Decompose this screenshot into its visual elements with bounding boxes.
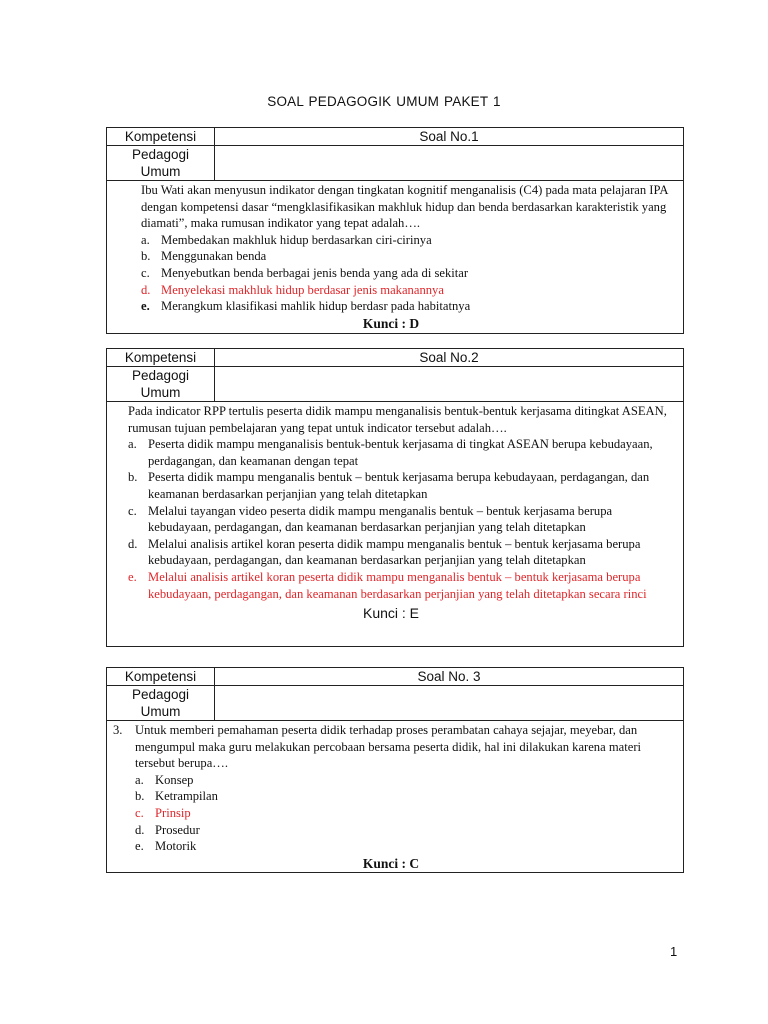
soal-number: Soal No.2 [419,350,479,365]
option-b [135,788,675,805]
pedagogi-label: Pedagogi Umum [107,686,215,720]
answer-key: Kunci : C [362,855,420,871]
question-stem: Ibu Wati akan menyusun indikator dengan tingkatan kognitif menganalisis (C4) pada mata pelajaran IPA dengan kompetensi dasar “mengklasifikasikan makhluk hidup dan benda berdasarkan karakteristik yang diamati”, maka rumusan indikator yang tepat adalah…. [141,183,668,231]
pedagogi-empty-cell [215,367,683,401]
option-d-correct [141,282,675,299]
answer-key: Kunci : D [362,315,420,331]
question-stem: Pada indicator RPP tertulis peserta didik mampu menganalisis bentuk-bentuk kerjasama ditingkat ASEAN, rumusan tujuan pembelajaran yang tepat untuk indicator tersebut adalah…. [128,404,667,435]
question-table-2 [106,348,684,647]
option-text: Peserta didik mampu menganalis bentuk – bentuk kerjasama berupa kebudayaan, perdagangan, dan keamanan berdasarkan perjanjian yang telah ditetapkan [148,470,650,501]
option-a [135,772,675,789]
option-text: Prosedur [155,822,200,837]
option-letter: c. [128,503,137,518]
option-b [141,248,675,265]
pedagogi-row [107,367,683,402]
question-number: 3. [113,723,123,737]
option-e [141,298,675,315]
option-letter: d. [135,822,145,837]
answer-key: Kunci : E [362,605,420,622]
option-e-correct [128,569,675,602]
option-text: Motorik [155,839,197,854]
page-number: 1 [670,944,678,959]
option-text: Menggunakan benda [161,249,267,264]
question-stem: Untuk memberi pemahaman peserta didik terhadap proses perambatan cahaya sejajar, meyebar, dan mengumpul maka guru melakukan percobaan bersama peserta didik, hal ini dilakukan karena materi tersebut berupa…. [135,723,642,771]
option-a [141,232,675,249]
option-b [128,469,675,502]
option-text: Menyelekasi makhluk hidup berdasar jenis makanannya [161,282,444,297]
option-c [128,503,675,536]
option-letter: e. [128,569,137,584]
pedagogi-row [107,146,683,181]
options-list [141,232,675,315]
option-text: Konsep [155,772,194,787]
option-letter: d. [128,536,138,551]
option-letter: a. [128,437,137,452]
question-table-3 [106,667,684,873]
kompetensi-label: Kompetensi [107,349,215,366]
option-letter: e. [141,299,150,314]
option-text: Melalui tayangan video peserta didik mampu menganalis bentuk – bentuk kerjasama berupa kebudayaan, perdagangan, dan keamanan berdasarkan perjanjian yang telah ditetapkan [148,503,613,535]
option-letter: b. [128,470,138,485]
option-text: Membedakan makhluk hidup berdasarkan ciri-cirinya [161,232,432,247]
option-letter: a. [135,772,144,787]
question-body [107,721,683,872]
option-text: Ketrampilan [155,789,218,804]
question-table-1 [106,127,684,334]
option-text: Melalui analisis artikel koran peserta didik mampu menganalis bentuk – bentuk kerjasama berupa kebudayaan, perdagangan, dan keamanan berdasarkan perjanjian yang telah ditetapkan [148,536,641,568]
option-letter: e. [135,839,144,854]
question-body [107,402,683,646]
options-list [135,772,675,855]
soal-number: Soal No.1 [419,129,479,144]
pedagogi-label: Pedagogi Umum [107,367,215,401]
option-c [141,265,675,282]
soal-number: Soal No. 3 [417,669,481,684]
question-header-row [107,349,683,367]
option-text: Melalui analisis artikel koran peserta didik mampu menganalis bentuk – bentuk kerjasama berupa kebudayaan, perdagangan, dan keamanan berdasarkan perjanjian yang telah ditetapkan secara rinci [148,569,647,601]
option-letter: d. [141,282,151,297]
page-title: SOAL PEDAGOGIK UMUM PAKET 1 [267,94,501,109]
options-list [128,436,675,602]
option-text: Prinsip [155,805,191,820]
pedagogi-empty-cell [215,686,683,720]
option-letter: c. [141,265,150,280]
option-a [128,436,675,469]
option-letter: c. [135,805,144,820]
pedagogi-label: Pedagogi Umum [107,146,215,180]
question-header-row [107,668,683,686]
option-d [128,536,675,569]
kompetensi-label: Kompetensi [107,128,215,145]
option-letter: b. [141,249,151,264]
option-text: Merangkum klasifikasi mahlik hidup berdasr pada habitatnya [161,299,471,314]
option-letter: a. [141,232,150,247]
pedagogi-row [107,686,683,721]
kompetensi-label: Kompetensi [107,668,215,685]
question-header-row [107,128,683,146]
option-letter: b. [135,789,145,804]
question-body [107,181,683,333]
option-text: Menyebutkan benda berbagai jenis benda yang ada di sekitar [161,265,469,280]
option-c-correct [135,805,675,822]
pedagogi-empty-cell [215,146,683,180]
option-text: Peserta didik mampu menganalisis bentuk-bentuk kerjasama di tingkat ASEAN berupa kebudayaan, perdagangan, dan keamanan dengan tepat [148,437,653,468]
option-d [135,822,675,839]
option-e [135,838,675,855]
